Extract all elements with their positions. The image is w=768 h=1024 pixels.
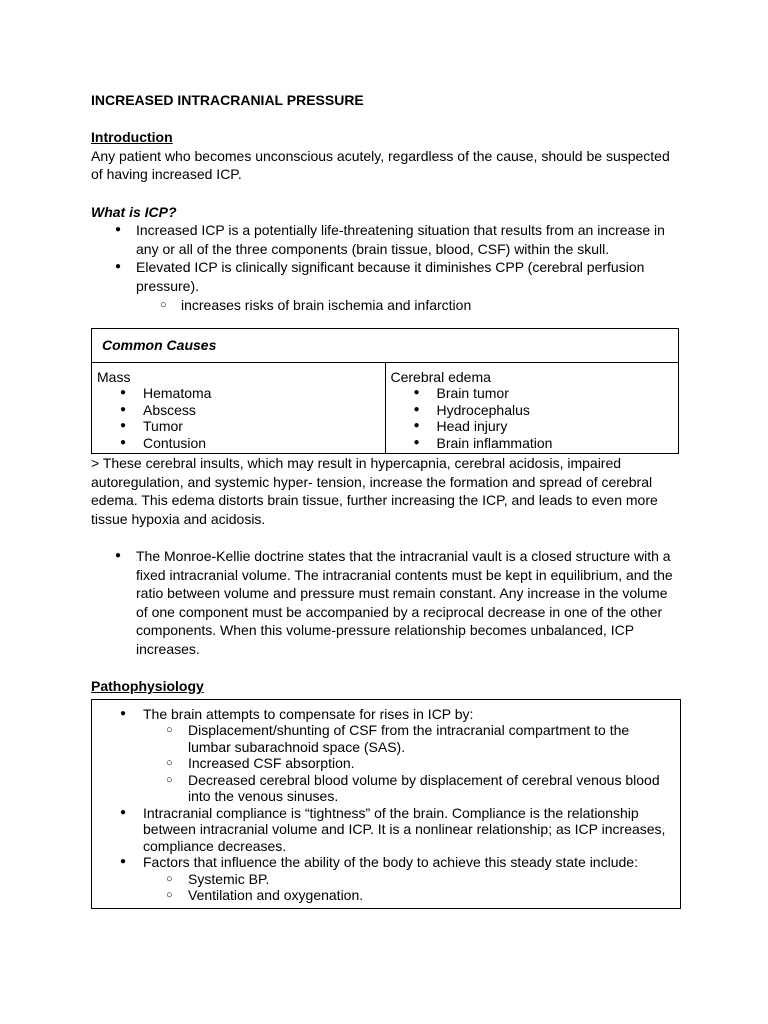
list-item — [143, 854, 672, 904]
pathophysiology-heading: Pathophysiology — [91, 678, 204, 695]
sub-list-item: ○ Systemic BP. — [188, 871, 672, 888]
list-item: ● Hydrocephalus — [437, 402, 674, 419]
list-item: ● Head injury — [437, 418, 674, 435]
sub-list-item: ○ Ventilation and oxygenation. — [188, 887, 672, 904]
pathophysiology-box — [91, 699, 681, 909]
common-causes-table — [91, 328, 679, 454]
sub-list-item: ○ increases risks of brain ischemia and infarction — [181, 296, 681, 315]
common-causes-header: Common Causes — [92, 329, 679, 363]
insults-paragraph: > These cerebral insults, which may result in hypercapnia, cerebral acidosis, impaired autoregulation, and systemic hyper- tension, increase the formation and spread of cerebral edema. This edema distorts brain tissue, further increasing the ICP, and leads to even more tissue hypoxia and acidosis. — [91, 455, 658, 527]
list-item: ● Intracranial compliance is “tightness” of the brain. Compliance is the relationship between intracranial volume and ICP. It is a nonlinear relationship; as ICP increases, compliance decreases. — [143, 805, 672, 855]
list-item: ● Hematoma — [143, 385, 380, 402]
list-item-text: Factors that influence the ability of the body to achieve this steady state include: — [143, 854, 638, 871]
what-is-icp-heading: What is ICP? — [91, 203, 177, 220]
sub-list-item: ○ Increased CSF absorption. — [188, 755, 672, 772]
list-item — [143, 706, 672, 805]
list-item: ● Tumor — [143, 418, 380, 435]
pathophysiology-list — [98, 706, 672, 904]
list-item: ● Increased ICP is a potentially life-threatening situation that results from an increase in any or all of the three components (brain tissue, blood, CSF) within the skull. — [136, 221, 681, 258]
sub-list — [143, 722, 672, 805]
list-item: ● Brain tumor — [437, 385, 674, 402]
monroe-kellie-list — [91, 547, 681, 659]
list-item: ● The Monroe-Kellie doctrine states that the intracranial vault is a closed structure with a fixed intracranial volume. The intracranial contents must be kept in equilibrium, and the ratio between volume and pressure must remain constant. Any increase in the volume of one component must be accompanied by a reciprocal decrease in one of the other components. When this volume-pressure relationship becomes unbalanced, ICP increases. — [136, 547, 681, 659]
mass-column — [92, 362, 386, 454]
cerebral-edema-column — [385, 362, 679, 454]
list-item: ● Brain inflammation — [437, 435, 674, 452]
cerebral-edema-title: Cerebral edema — [390, 368, 491, 385]
list-item — [136, 258, 681, 314]
sub-list-item: ○ Decreased cerebral blood volume by displacement of cerebral venous blood into the venous sinuses. — [188, 772, 672, 805]
list-item: ● Contusion — [143, 435, 380, 452]
introduction-text: Any patient who becomes unconscious acutely, regardless of the cause, should be suspected of having increased ICP. — [91, 147, 670, 183]
introduction-heading: Introduction — [91, 129, 173, 146]
sub-list — [143, 871, 672, 904]
what-is-icp-list — [91, 221, 681, 314]
sub-list-item: ○ Displacement/shunting of CSF from the intracranial compartment to the lumbar subarachnoid space (SAS). — [188, 722, 672, 755]
sub-list — [136, 296, 681, 315]
cerebral-edema-list — [391, 385, 674, 451]
list-item: ● Abscess — [143, 402, 380, 419]
mass-title: Mass — [97, 368, 131, 385]
document-page — [91, 91, 681, 909]
list-item-text: Elevated ICP is clinically significant because it diminishes CPP (cerebral perfusion pressure). — [136, 259, 645, 294]
document-title: INCREASED INTRACRANIAL PRESSURE — [91, 92, 364, 108]
mass-list — [97, 385, 380, 451]
list-item-text: The brain attempts to compensate for rises in ICP by: — [143, 705, 474, 722]
